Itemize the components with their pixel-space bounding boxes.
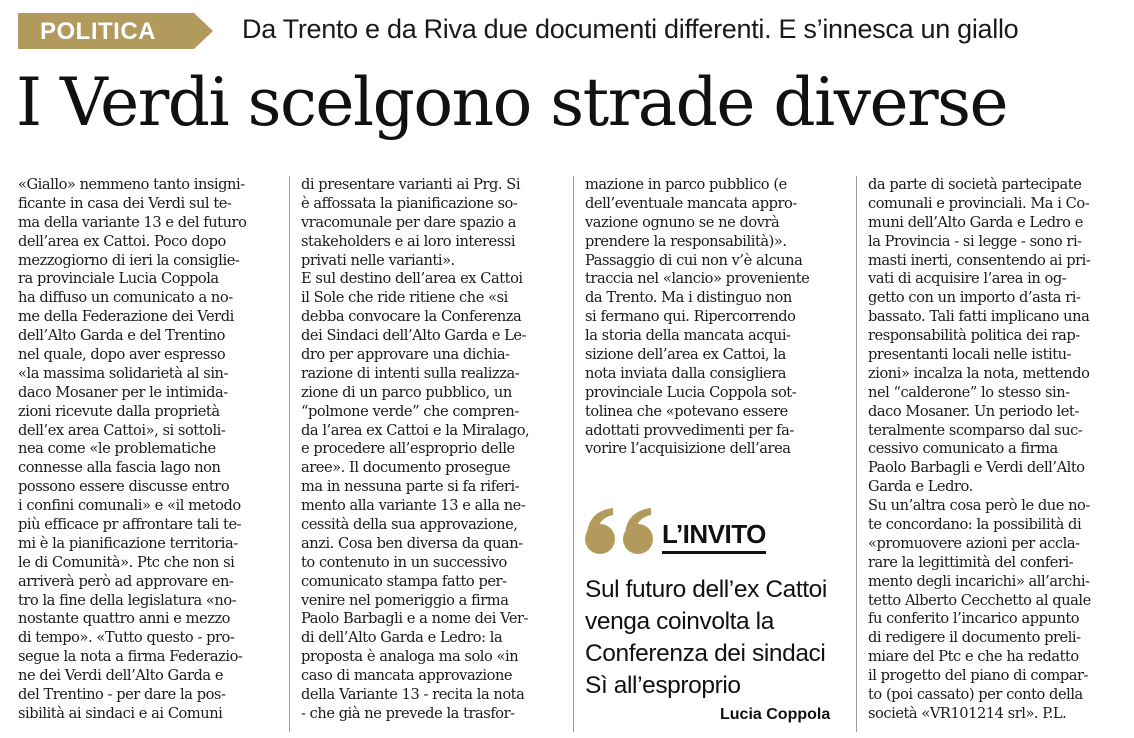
article-line: «Giallo» nemmeno tanto insigni- — [18, 176, 245, 193]
article-line: dell’eventuale mancata appro- — [585, 194, 797, 212]
column-divider — [573, 176, 574, 732]
article-line: e procedere all’esproprio delle — [301, 440, 515, 458]
article-line: traccia nel «lancio» proveniente — [585, 270, 810, 288]
column-divider — [856, 176, 857, 732]
article-line: cessità della sua approvazione, — [301, 516, 518, 534]
article-line: da Trento. Ma i distinguo non — [585, 289, 792, 307]
article-line: mi è la pianificazione territoria- — [18, 534, 238, 552]
article-line: zioni ricevute dalla proprietà — [18, 402, 220, 420]
article-line: razione di intenti sulla realizza- — [301, 364, 520, 382]
article-line: comunali e provinciali. Ma i Co- — [868, 194, 1090, 212]
article-line: proposta è analoga ma solo «in — [301, 648, 519, 666]
article-line: del Trentino - per dare la pos- — [18, 686, 226, 704]
article-line: E sul destino dell’area ex Cattoi — [301, 270, 523, 288]
column-divider — [289, 176, 290, 732]
article-line: me della Federazione dei Verdi — [18, 308, 234, 326]
article-line: da l’area ex Cattoi e la Miralago, — [301, 421, 530, 439]
article-line: to contenuto in un successivo — [301, 553, 507, 571]
article-line: dell’Alto Garda e del Trentino — [18, 327, 225, 345]
article-line: nel “calderone” lo stesso sin- — [868, 383, 1070, 401]
article-line: le di Comunità». Ptc che non si — [18, 553, 235, 571]
article-line: muni dell’Alto Garda e Ledro e — [868, 213, 1083, 231]
section-label: POLITICA — [40, 18, 156, 45]
article-line: dro per approvare una dichia- — [301, 346, 510, 364]
article-line: possono essere discusse entro — [18, 478, 230, 496]
article-line: nea come «le problematiche — [18, 440, 216, 458]
article-line: si fermano qui. Ripercorrendo — [585, 308, 796, 326]
article-line: prendere la responsabilità)». — [585, 232, 787, 250]
article-column-3 — [585, 176, 847, 459]
article-line: teralmente scomparso dal suc- — [868, 421, 1083, 439]
article-line: è affossata la pianificazione so- — [301, 194, 518, 212]
kicker-subtitle: Da Trento e da Riva due documenti differenti. E s’innesca un giallo — [242, 14, 1019, 44]
article-line: “polmone verde” che compren- — [301, 402, 519, 420]
article-line: della Variante 13 - recita la nota — [301, 686, 525, 704]
article-line: di tempo». «Tutto questo - pro- — [18, 629, 235, 647]
article-line: Garda e Ledro. — [868, 478, 973, 496]
article-line: il Sole che ride ritiene che «si — [301, 289, 508, 307]
article-line: i confini comunali» e «il metodo — [18, 497, 241, 515]
article-line: presentanti locali nelle istitu- — [868, 346, 1072, 364]
article-line: vati di acquisire l’area in og- — [868, 270, 1067, 288]
article-line: dei Sindaci dell’Alto Garda e Le- — [301, 327, 527, 345]
article-line: Paolo Barbagli e Verdi dell’Alto — [868, 459, 1085, 477]
article-line: stakeholders e ai loro interessi — [301, 232, 516, 250]
invito-quote — [585, 574, 827, 702]
article-column-4 — [868, 176, 1130, 724]
article-line: ma in nessuna parte si fa riferi- — [301, 478, 520, 496]
article-line: rare la legittimità del conferi- — [868, 553, 1074, 571]
article-line: segue la nota a firma Federazio- — [18, 648, 243, 666]
article-line: di presentare varianti ai Prg. Si — [301, 176, 521, 193]
article-column-2 — [301, 176, 563, 724]
article-line: connesse alla fascia lago non — [18, 459, 221, 477]
article-line: nota inviata dalla consigliera — [585, 364, 786, 382]
article-line: ficante in casa dei Verdi sul te- — [18, 194, 232, 212]
article-line: debba convocare la Conferenza — [301, 308, 522, 326]
article-line: tetto Alberto Cecchetto al quale — [868, 591, 1091, 609]
article-line: tro la fine della legislatura «no- — [18, 591, 237, 609]
article-line: zioni» incalza la nota, mettendo — [868, 364, 1090, 382]
article-line: dell’area ex Cattoi. Poco dopo — [18, 232, 226, 250]
article-line: daco Mosaner per le intimida- — [18, 383, 228, 401]
article-line: mezzogiorno di ieri la consiglie- — [18, 251, 240, 269]
article-line: responsabilità politica dei rap- — [868, 327, 1080, 345]
article-line: nostante quattro anni e mezzo — [18, 610, 231, 628]
article-line: anzi. Cosa ben diversa da quan- — [301, 534, 523, 552]
article-line: vracomunale per dare spazio a — [301, 213, 517, 231]
article-line: vazione ognuno se ne dovrà — [585, 213, 780, 231]
article-line: privati nelle varianti». — [301, 251, 455, 269]
article-line: dell’ex area Cattoi», si sottoli- — [18, 421, 226, 439]
article-line: «promuovere azioni per accla- — [868, 534, 1080, 552]
article-line: ne dei Verdi dell’Alto Garda e — [18, 667, 224, 685]
article-line: sizione dell’area ex Cattoi, la — [585, 346, 786, 364]
article-line: arriverà però ad approvare en- — [18, 572, 234, 590]
article-line: provinciale Lucia Coppola sot- — [585, 383, 797, 401]
article-line: la Provincia - si legge - sono ri- — [868, 232, 1082, 250]
article-line: la storia della mancata acqui- — [585, 327, 791, 345]
invito-underline — [662, 551, 766, 554]
article-line: ra provinciale Lucia Coppola — [18, 270, 219, 288]
article-line: masti inerti, consentendo ai pri- — [868, 251, 1091, 269]
article-line: mazione in parco pubblico (e — [585, 176, 787, 193]
article-line: comunicato stampa fatto per- — [301, 572, 507, 590]
article-line: «la massima solidarietà al sin- — [18, 364, 228, 382]
article-column-1 — [18, 176, 278, 724]
article-line: adottati provvedimenti per fa- — [585, 421, 794, 439]
invito-quote-line: Sul futuro dell’ex Cattoi — [585, 576, 827, 603]
article-line: di redigere il documento preli- — [868, 629, 1081, 647]
article-line: di dell’Alto Garda e Ledro: la — [301, 629, 503, 647]
article-line: Su un’altra cosa però le due no- — [868, 497, 1090, 515]
article-line: fu conferito l’incarico appunto — [868, 610, 1080, 628]
article-line: to (poi cassato) per conto della — [868, 686, 1083, 704]
article-line: miare del Ptc e che ha redatto — [868, 648, 1079, 666]
article-line: da parte di società partecipate — [868, 176, 1082, 193]
article-line: mento degli incarichi» all’archi- — [868, 572, 1090, 590]
article-line: società «VR101214 srl». P.L. — [868, 704, 1067, 722]
invito-quote-line: Conferenza dei sindaci — [585, 640, 826, 667]
article-line: venire nel pomeriggio a firma — [301, 591, 509, 609]
article-line: te concordano: la possibilità di — [868, 516, 1082, 534]
headline: I Verdi scelgono strade diverse — [16, 64, 1008, 141]
article-line: Paolo Barbagli e a nome dei Ver- — [301, 610, 529, 628]
article-line: getto con un importo d’asta ri- — [868, 289, 1081, 307]
article-line: tolinea che «potevano essere — [585, 402, 788, 420]
article-line: aree». Il documento prosegue — [301, 459, 511, 477]
article-line: vorire l’acquisizione dell’area — [585, 440, 791, 458]
article-line: sibilità ai sindaci e ai Comuni — [18, 704, 223, 722]
article-line: zione di un parco pubblico, un — [301, 383, 512, 401]
article-line: cessivo comunicato a firma — [868, 440, 1058, 458]
article-line: daco Mosaner. Un periodo let- — [868, 402, 1079, 420]
section-tag — [18, 13, 213, 49]
article-line: mento alla variante 13 e alla ne- — [301, 497, 526, 515]
article-line: - che già ne prevede la trasfor- — [301, 704, 515, 722]
article-line: caso di mancata approvazione — [301, 667, 513, 685]
article-line: bassato. Tali fatti implicano una — [868, 308, 1090, 326]
article-line: il progetto del piano di compar- — [868, 667, 1089, 685]
article-line: più efficace pr affrontare tali te- — [18, 516, 242, 534]
invito-quote-line: venga coinvolta la — [585, 608, 774, 635]
quote-mark-icon — [583, 507, 659, 555]
article-line: ma della variante 13 e del futuro — [18, 213, 247, 231]
invito-author: Lucia Coppola — [720, 706, 831, 723]
article-line: ha diffuso un comunicato a no- — [18, 289, 233, 307]
invito-label: L’INVITO — [662, 519, 766, 549]
article-line: Passaggio di cui non v’è alcuna — [585, 251, 803, 269]
invito-quote-line: Sì all’esproprio — [585, 672, 741, 699]
article-line: nel quale, dopo aver espresso — [18, 346, 226, 364]
